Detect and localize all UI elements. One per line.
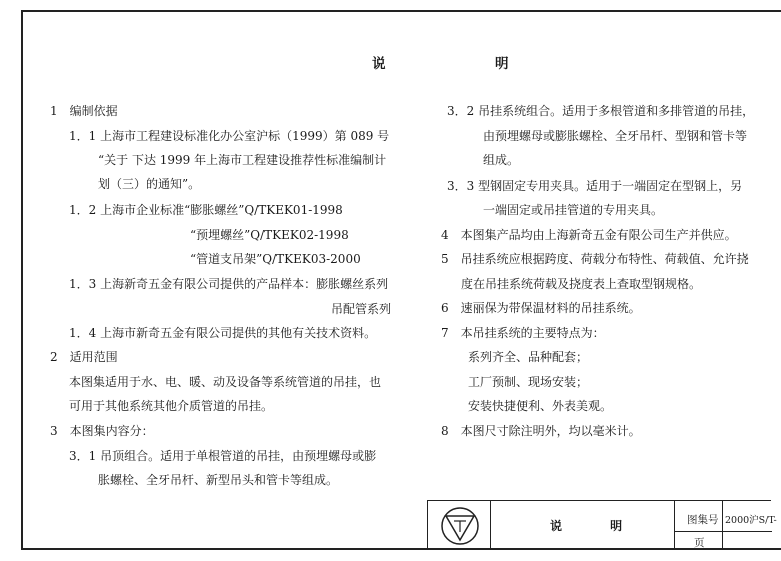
right-line: 由预埋螺母或膨胀螺栓、全牙吊杆、型钢和管卡等 [483,129,748,143]
right-line: 工厂预制、现场安装； [468,375,589,389]
drawing-title: 说 明 [550,519,645,533]
left-line: 1．4 上海市新奇五金有限公司提供的其他有关技术资料。 [69,326,377,340]
tb-divider [490,501,491,549]
atlas-number-label: 图集号 [687,514,719,526]
left-line: 本图集适用于水、电、暖、动及设备等系统管道的吊挂，也 [69,375,382,389]
atlas-number: 2000沪S/T- [725,515,777,526]
tb-divider [722,501,723,549]
page-title: 说 明 [372,56,557,72]
tb-row-divider [674,531,772,532]
right-line: 8 本图尺寸除注明外，均以毫米计。 [441,424,641,438]
right-line: 6 速丽保为带保温材料的吊挂系统。 [441,301,641,315]
left-line: 3 本图集内容分： [50,424,154,438]
right-line: 3．3 型钢固定专用夹具。适用于一端固定在型钢上，另 [447,179,743,193]
right-line: 一端固定或吊挂管道的专用夹具。 [483,203,664,217]
right-line: 5 吊挂系统应根据跨度、荷载分布特性、荷载值、允许挠 [441,252,749,266]
right-line: 安装快捷便利、外表美观。 [468,399,613,413]
page-label: 页 [694,537,705,549]
right-line: 3．2 吊挂系统组合。适用于多根管道和多排管道的吊挂， [447,104,755,118]
tb-divider [674,501,675,549]
title-block [427,500,777,549]
right-line: 7 本吊挂系统的主要特点为： [441,326,605,340]
left-line: 3．1 吊顶组合。适用于单根管道的吊挂，由预埋螺母或膨 [69,449,377,463]
right-line: 组成。 [483,153,520,167]
left-line: 划（三）的通知”。 [98,177,201,191]
right-line: 4 本图集产品均由上海新奇五金有限公司生产并供应。 [441,228,737,242]
left-line: “管道支吊架”Q/TKEK03-2000 [190,252,361,266]
left-line: 吊配管系列 [331,302,392,316]
left-line: “关于 下达 1999 年上海市工程建设推荐性标准编制计 [98,153,387,167]
left-line: 可用于其他系统其他介质管道的吊挂。 [69,399,274,413]
left-line: 胀螺栓、全牙吊杆、新型吊头和管卡等组成。 [98,473,339,487]
right-line: 度在吊挂系统荷载及挠度表上查取型钢规格。 [461,277,702,291]
right-line: 系列齐全、品种配套； [468,350,589,364]
left-line: 2 适用范围 [50,350,118,364]
left-line: 1．3 上海新奇五金有限公司提供的产品样本：膨胀螺丝系列 [69,277,389,291]
left-line: “预埋螺丝”Q/TKEK02-1998 [190,228,349,242]
left-line: 1．2 上海市企业标准“膨胀螺丝”Q/TKEK01-1998 [69,203,343,217]
publisher-logo-icon [440,506,480,546]
left-line: 1．1 上海市工程建设标准化办公室沪标（1999）第 089 号 [69,129,390,143]
left-line: 1 编制依据 [50,104,118,118]
